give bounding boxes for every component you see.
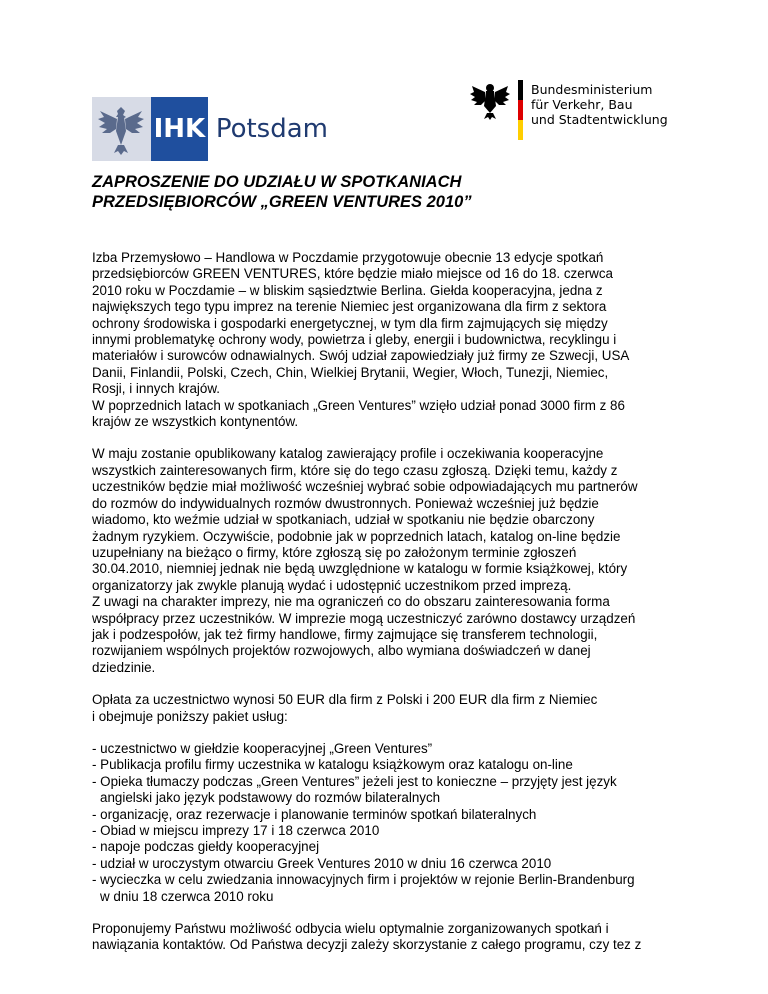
list-item: - uczestnictwo w giełdzie kooperacyjnej „Green Ventures”: [92, 740, 433, 756]
ministry-name: [531, 80, 668, 127]
ihk-potsdam-logo: [92, 97, 328, 161]
text-line: Z uwagi na charakter imprezy, nie ma ograniczeń co do obszaru zainteresowania forma: [92, 594, 610, 610]
text-line: krajów ze wszystkich kontynentów.: [92, 414, 299, 430]
paragraph-catalog: [92, 446, 692, 676]
paragraph-intro: [92, 250, 692, 430]
title-line: ZAPROSZENIE DO UDZIAŁU W SPOTKANIACH: [92, 173, 462, 191]
text-line: dziedzinie.: [92, 659, 156, 675]
document-body: [92, 250, 692, 970]
flag-gold: [518, 120, 523, 140]
text-line: innymi problematykę ochrony wody, powietrza i gleby, energii i budownictwa, recyklingu i: [92, 332, 617, 348]
text-line: współpracy przez uczestników. W imprezie mogą uczestniczyć zarówno dostawcy urządzeń: [92, 610, 636, 626]
text-line: materiałów i surowców odnawialnych. Swój udział zapowiedziały już firmy ze Szwecji, USA: [92, 348, 630, 364]
text-line: ochrony środowiska i gospodarki energetycznej, w tym dla firm zajmujących się między: [92, 315, 608, 331]
text-line: wszystkich zainteresowanych firm, które się do tego czasu zgłoszą. Dzięki temu, każdy z: [92, 462, 618, 478]
services-list: [92, 741, 692, 905]
text-line: 2010 roku w Poczdamie – w bliskim sąsiedztwie Berlina. Giełda kooperacyjna, jedna z: [92, 282, 603, 298]
text-line: Rosji, i innych krajów.: [92, 381, 221, 397]
list-item: - Opieka tłumaczy podczas „Green Ventures” jeżeli jest to konieczne – przyjęty jest język: [92, 773, 617, 789]
brandenburg-eagle-icon: [92, 97, 151, 161]
text-line: do rozmów do indywidualnych rozmów dwustronnych. Ponieważ wcześniej już będzie: [92, 495, 599, 511]
list-item-continuation: angielski jako język podstawowy do rozmów bilateralnych: [100, 790, 441, 806]
ihk-city: Potsdam: [215, 114, 328, 144]
text-line: Izba Przemysłowo – Handlowa w Poczdamie przygotowuje obecnie 13 edycje spotkań: [92, 250, 604, 265]
list-item: - Publikacja profilu firmy uczestnika w katalogu książkowym oraz katalogu on-line: [92, 757, 573, 773]
text-line: przedsiębiorców GREEN VENTURES, które będzie miało miejsce od 16 do 18. czerwca: [92, 266, 613, 282]
text-line: rozwijaniem wspólnych projektów rozwojowych, albo wymiana doświadczeń w danej: [92, 643, 591, 659]
ministry-line: für Verkehr, Bau: [531, 97, 633, 112]
flag-black: [518, 80, 523, 100]
text-line: wiadomo, kto weźmie udział w spotkaniach, udział w spotkaniu nie będzie obarczony: [92, 512, 595, 528]
text-line: uczestników będzie miał możliwość wcześniej wybrać sobie odpowiadających mu partnerów: [92, 479, 638, 495]
federal-eagle-icon: [470, 80, 510, 120]
text-line: uzupełniany na bieżąco o firmy, które zgłoszą się po założonym terminie zgłoszeń: [92, 544, 577, 560]
german-flag-stripe: [518, 80, 523, 140]
ministry-line: und Stadtentwicklung: [531, 112, 668, 127]
text-line: i obejmuje poniższy pakiet usług:: [92, 708, 288, 724]
text-line: największych tego typu imprez na terenie Niemiec jest organizowana dla firm z sektora: [92, 299, 607, 315]
list-item: - wycieczka w celu zwiedzania innowacyjnych firm i projektów w rejonie Berlin-Brandenburg: [92, 872, 635, 888]
text-line: W poprzednich latach w spotkaniach „Green Ventures” wzięło udział ponad 3000 firm z 86: [92, 397, 625, 413]
text-line: W maju zostanie opublikowany katalog zawierający profile i oczekiwania kooperacyjne: [92, 446, 604, 462]
ihk-label: IHK: [151, 97, 208, 161]
list-item: - organizację, oraz rezerwacje i planowanie terminów spotkań bilateralnych: [92, 806, 537, 822]
list-item-continuation: w dniu 18 czerwca 2010 roku: [100, 888, 274, 904]
list-item: - napoje podczas giełdy kooperacyjnej: [92, 839, 320, 855]
ministry-logo: [470, 80, 668, 140]
text-line: nawiązania kontaktów. Od Państwa decyzji zależy skorzystanie z całego programu, czy tez z: [92, 937, 642, 953]
document-title: [92, 172, 692, 212]
list-item: - udział w uroczystym otwarciu Greek Ventures 2010 w dniu 16 czerwca 2010: [92, 855, 552, 871]
flag-red: [518, 100, 523, 120]
text-line: Opłata za uczestnictwo wynosi 50 EUR dla firm z Polski i 200 EUR dla firm z Niemiec: [92, 692, 598, 708]
ministry-line: Bundesministerium: [531, 82, 653, 97]
text-line: organizatorzy jak zwykle planują wydać i udostępnić uczestnikom przed imprezą.: [92, 577, 572, 593]
text-line: Danii, Finlandii, Polski, Czech, Chin, Wielkiej Brytanii, Wegier, Włoch, Tunezji, Niemiec,: [92, 364, 609, 380]
text-line: Proponujemy Państwu możliwość odbycia wielu optymalnie zorganizowanych spotkań i: [92, 921, 609, 937]
list-item: - Obiad w miejscu imprezy 17 i 18 czerwca 2010: [92, 823, 380, 838]
paragraph-fee: [92, 692, 692, 725]
text-line: jak i podzespołów, jak też firmy handlowe, firmy zajmujące się transferem technologii,: [92, 626, 598, 642]
text-line: 30.04.2010, niemniej jednak nie będą uwzględnione w katalogu w formie książkowej, który: [92, 561, 628, 577]
title-line: PRZEDSIĘBIORCÓW „GREEN VENTURES 2010”: [92, 193, 472, 211]
paragraph-closing: [92, 921, 692, 954]
text-line: żadnym ryzykiem. Oczywiście, podobnie jak w poprzednich latach, katalog on-line będzie: [92, 528, 621, 544]
